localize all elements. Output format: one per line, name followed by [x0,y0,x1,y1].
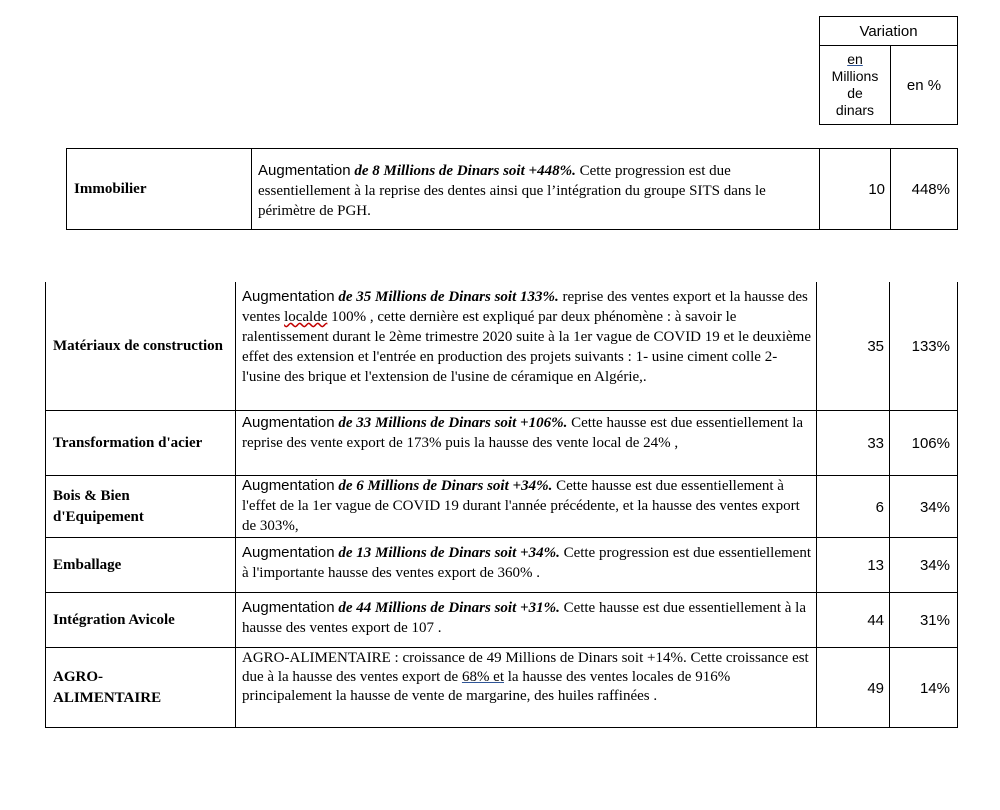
detail-text: Cette hausse est due essentiellement à la hausse des ventes export de 107 . [242,600,806,636]
detail-text: Cette hausse est due essentiellement la reprise des vente export de 173% puis la hausse des vente local de 24% , [242,415,804,451]
percent-agro-alimentaire [889,647,958,728]
description-materiaux [235,282,817,411]
amount-bois-equipement [816,475,890,538]
sector-label: AGRO-ALIMENTAIRE [53,669,162,706]
amount-value: 10 [868,181,885,198]
percent-value: 106% [911,435,950,452]
percent-bois-equipement [889,475,958,538]
percent-value: 133% [911,338,950,355]
description-transformation-acier [235,410,817,476]
amount-agro-alimentaire [816,647,890,728]
percent-value: 34% [919,557,950,574]
amount-value: 49 [867,679,884,697]
description-integration-avicole [235,592,817,648]
amount-transformation-acier [816,410,890,476]
lead-word: Augmentation [242,544,335,561]
highlight-text: de 44 Millions de Dinars soit +31%. [338,600,560,616]
highlight-text: de 33 Millions de Dinars soit +106%. [338,415,568,431]
detail-text: AGRO-ALIMENTAIRE : croissance de 49 Millions de Dinars soit +14%. Cette croissance est due à la hausse des ventes export de [242,650,809,685]
lead-word: Augmentation [242,477,335,494]
amount-value: 35 [867,338,884,355]
amount-value: 6 [875,498,884,516]
sector-transformation-acier [45,410,236,476]
detail-text: Cette hausse est due essentiellement à l'effet de la 1er vague de COVID 19 durant l'année précédente, et la hausse des ventes export de 303%, [242,478,800,534]
detail-text: Cette progression est due essentiellement à la reprise des dentes ainsi que l’intégration du groupe SITS dans le périmètre de PGH. [258,163,766,219]
percent-integration-avicole [889,592,958,648]
sector-label: Emballage [53,557,122,573]
percent-transformation-acier [889,410,958,476]
millions-dinars-header [819,45,891,125]
lead-word: Augmentation [242,599,335,616]
sector-bois-equipement [45,475,236,538]
percent-immobilier [890,148,958,230]
lead-word: Augmentation [242,414,335,431]
amount-value: 13 [867,557,884,574]
amount-emballage [816,537,890,593]
percent-emballage [889,537,958,593]
description-agro-alimentaire [235,647,817,728]
detail-text: reprise des ventes export et la hausse des ventes [242,289,808,325]
sector-label: Transformation d'acier [53,435,203,451]
lead-word: Augmentation [258,162,351,179]
description-immobilier [251,148,820,230]
sector-integration-avicole [45,592,236,648]
highlight-text: de 35 Millions de Dinars soit 133%. [338,289,559,305]
amount-immobilier [819,148,891,230]
millions-de-dinars-label: Millions de dinars [831,68,879,118]
underlined-text: 68% et [461,669,505,685]
percent-value: 448% [911,181,950,198]
detail-text: Cette progression est due essentiellement à l'importante hausse des ventes export de 360% . [242,545,811,581]
percent-value: 31% [919,612,950,629]
detail-text-continued: 100% , cette dernière est expliqué par deux phénomène : à savoir le ralentissement durant le 2ème trimestre 2020 suite à la 1er vague de COVID 19 et le deuxième effet des extension et l'entrée en production des projets suivants : 1- usine ciment colle 2- l'usine des brique et l'extension de l'usine de céramique en Algérie,. [242,309,811,385]
amount-value: 44 [867,612,884,629]
sector-materiaux [45,282,236,411]
highlight-text: de 13 Millions de Dinars soit +34%. [338,545,560,561]
detail-text-continued: la hausse des ventes locales de 916% principalement la hausse de vente de margarine, des huiles raffinées . [242,669,731,704]
amount-value: 33 [867,435,884,452]
percent-materiaux [889,282,958,411]
sector-agro-alimentaire [45,647,236,728]
sector-label: Immobilier [74,181,147,197]
amount-integration-avicole [816,592,890,648]
lead-word: Augmentation [242,288,335,305]
highlight-text: de 8 Millions de Dinars soit +448%. [354,163,576,179]
misspelled-word: localde [284,309,328,325]
description-bois-equipement [235,475,817,538]
description-emballage [235,537,817,593]
percent-value: 34% [919,498,950,516]
sector-label: Matériaux de construction [53,338,223,354]
en-word: en [847,51,863,67]
sector-label: Bois & Bien d'Equipement [53,488,144,525]
percent-value: 14% [919,679,950,697]
sector-label: Intégration Avicole [53,612,175,628]
variation-header: Variation [819,16,958,46]
sector-immobilier [66,148,252,230]
highlight-text: de 6 Millions de Dinars soit +34%. [338,478,553,494]
amount-materiaux [816,282,890,411]
percent-header: en % [890,45,958,125]
sector-emballage [45,537,236,593]
